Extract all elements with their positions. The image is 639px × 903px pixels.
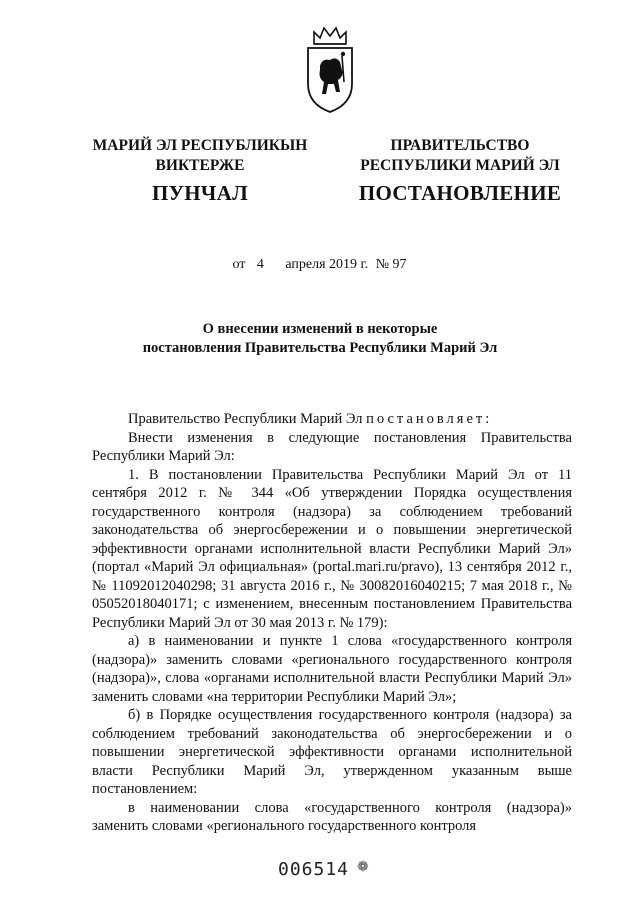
- paragraph-item-1: 1. В постановлении Правительства Республики Марий Эл от 11 сентября 2012 г. № 344 «Об утверждении Порядка осуществления государственного контроля (надзора) за соблюдением требований законодательства об энергосбережении и о повышении энергетической эффективности органами исполнительной власти Республики Марий Эл» (портал «Марий Эл официальная» (portal.mari.ru/pravo), 13 сентября 2012 г., № 11092012040298; 31 августа 2016 г., № 30082016040215; 7 мая 2018 г., № 05052018040171; с изменением, внесенным постановлением Правительства Республики Марий Эл от 30 мая 2013 г. № 179):: [92, 466, 572, 631]
- header-right-line2: РЕСПУБЛИКИ МАРИЙ ЭЛ: [360, 157, 560, 174]
- title-line2: постановления Правительства Республики Марий Эл: [142, 340, 498, 356]
- header-right: [345, 136, 575, 206]
- date-month-year: апреля 2019 г.: [285, 257, 369, 272]
- date-line: [0, 257, 639, 273]
- document-body: [92, 410, 572, 836]
- date-day: 4: [256, 257, 264, 272]
- title-line1: О внесении изменений в некоторые: [202, 321, 438, 337]
- paragraph-item-a: а) в наименовании и пункте 1 слова «государственного контроля (надзора)» заменить словами «регионального государственного контроля (надзора)», слова «органами исполнительной власти Республики Марий Эл» заменить словами «на территории Республики Марий Эл»;: [92, 633, 572, 705]
- coat-of-arms-icon: [300, 22, 360, 116]
- header-right-line1: ПРАВИТЕЛЬСТВО: [390, 137, 530, 154]
- paragraph-continuation: в наименовании слова «государственного контроля (надзора)» заменить словами «регионального государственного контроля: [92, 799, 572, 834]
- header-left-line1: МАРИЙ ЭЛ РЕСПУБЛИКЫН: [92, 137, 308, 154]
- header-right-doc-type: ПОСТАНОВЛЕНИЕ: [358, 181, 562, 205]
- document-number: № 97: [375, 257, 407, 272]
- stamp-mark-icon: ❁: [357, 860, 369, 875]
- header-left-line2: ВИКТЕРЖЕ: [155, 157, 245, 174]
- preamble-text: Правительство Республики Марий Эл: [128, 411, 367, 427]
- header-left-doc-type: ПУНЧАЛ: [151, 181, 249, 205]
- date-prefix: от: [232, 257, 246, 272]
- document-title: [60, 320, 580, 358]
- paragraph-intro: Внести изменения в следующие постановления Правительства Республики Марий Эл:: [92, 429, 572, 464]
- preamble-decree-word: постановляет:: [366, 411, 493, 427]
- paragraph-item-b: б) в Порядке осуществления государственного контроля (надзора) за соблюдением требований законодательства об энергосбережении и о повышении энергетической эффективности органами исполнительной власти Республики Марий Эл, утвержденном указанным выше постановлением:: [92, 707, 572, 797]
- header-left: [80, 136, 320, 206]
- paragraph-preamble: [92, 410, 572, 429]
- serial-number-stamp: 006514: [278, 859, 350, 880]
